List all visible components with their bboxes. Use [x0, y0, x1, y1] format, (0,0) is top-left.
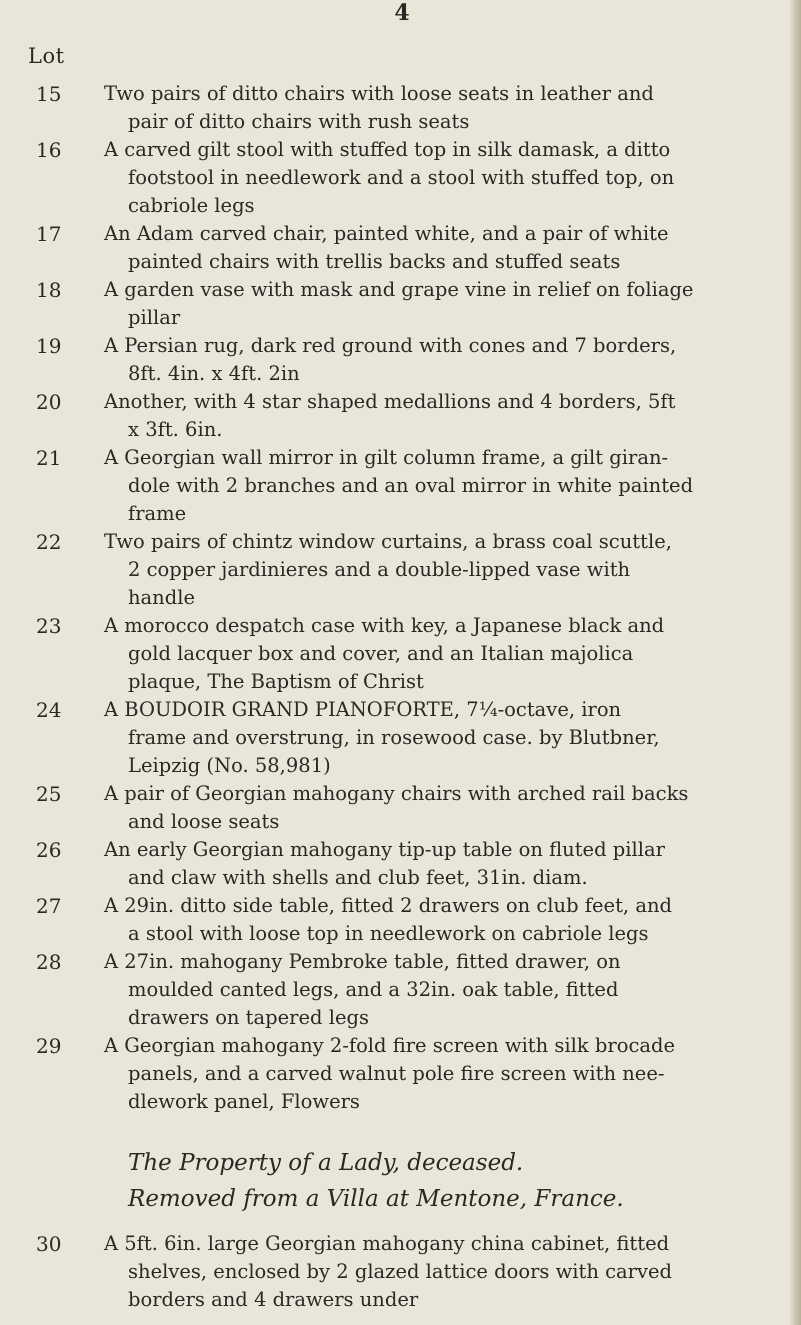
lot-description-line: A garden vase with mask and grape vine in relief on foliage [104, 278, 694, 301]
lot-description-line: handle [128, 586, 196, 609]
lot-description-line: Two pairs of ditto chairs with loose seats in leather and [104, 82, 654, 105]
lot-description-line: Two pairs of chintz window curtains, a brass coal scuttle, [104, 530, 672, 553]
lot-number: 15 [36, 82, 62, 106]
lot-number: 20 [36, 390, 62, 414]
lot-description-line: dole with 2 branches and an oval mirror in white painted [128, 474, 694, 497]
lot-description [104, 780, 744, 836]
estate-heading-title: The Property of a Lady, deceased. [128, 1150, 524, 1176]
lot-number: 29 [36, 1034, 62, 1058]
lot-description [104, 948, 744, 1032]
lot-description-line: dlework panel, Flowers [128, 1090, 360, 1113]
lot-description [104, 276, 744, 332]
lot-description-line: A Georgian wall mirror in gilt column frame, a gilt giran- [104, 446, 669, 469]
lot-description-line: gold lacquer box and cover, and an Italian majolica [128, 642, 634, 665]
lot-description [104, 892, 744, 948]
lot-description-line: drawers on tapered legs [128, 1006, 369, 1029]
lot-description-line: cabriole legs [128, 194, 255, 217]
lot-description [104, 1230, 744, 1314]
lot-description-line: 2 copper jardinieres and a double-lipped vase with [128, 558, 631, 581]
lot-description-line: Leipzig (No. 58,981) [128, 754, 331, 777]
lot-description-line: frame [128, 502, 187, 525]
lot-number: 25 [36, 782, 62, 806]
lot-description-line: A pair of Georgian mahogany chairs with arched rail backs [104, 782, 689, 805]
lot-number: 19 [36, 334, 62, 358]
lot-description-line: shelves, enclosed by 2 glazed lattice doors with carved [128, 1260, 673, 1283]
lot-description [104, 136, 744, 220]
lot-description-line: pair of ditto chairs with rush seats [128, 110, 470, 133]
lot-number: 23 [36, 614, 62, 638]
lot-number: 18 [36, 278, 62, 302]
lot-description-line: a stool with loose top in needlework on cabriole legs [128, 922, 649, 945]
lot-number: 30 [36, 1232, 62, 1256]
lot-column-header: Lot [28, 44, 65, 68]
lot-description [104, 612, 744, 696]
lot-description-line: 8ft. 4in. x 4ft. 2in [128, 362, 300, 385]
lot-description-line: moulded canted legs, and a 32in. oak table, fitted [128, 978, 619, 1001]
lot-number: 28 [36, 950, 62, 974]
lot-description [104, 444, 744, 528]
lot-description-line: A BOUDOIR GRAND PIANOFORTE, 7¼-octave, iron [104, 698, 622, 721]
lot-description [104, 696, 744, 780]
lot-description-line: x 3ft. 6in. [128, 418, 223, 441]
lot-description [104, 388, 744, 444]
lot-description-line: pillar [128, 306, 181, 329]
lot-number: 16 [36, 138, 62, 162]
lot-description [104, 528, 744, 612]
lot-description [104, 80, 744, 136]
lot-description-line: Another, with 4 star shaped medallions and 4 borders, 5ft [104, 390, 676, 413]
lot-description-line: A morocco despatch case with key, a Japanese black and [104, 614, 665, 637]
lot-description-line: panels, and a carved walnut pole fire screen with nee- [128, 1062, 665, 1085]
lot-description [104, 220, 744, 276]
lot-description-line: A 5ft. 6in. large Georgian mahogany china cabinet, fitted [104, 1232, 670, 1255]
lot-number: 26 [36, 838, 62, 862]
lot-description-line: A Persian rug, dark red ground with cones and 7 borders, [104, 334, 677, 357]
lot-number: 27 [36, 894, 62, 918]
lot-description-line: plaque, The Baptism of Christ [128, 670, 424, 693]
lot-description-line: footstool in needlework and a stool with stuffed top, on [128, 166, 675, 189]
lot-number: 24 [36, 698, 62, 722]
lot-description-line: borders and 4 drawers under [128, 1288, 419, 1311]
lot-description [104, 1032, 744, 1116]
lot-description-line: and claw with shells and club feet, 31in. diam. [128, 866, 588, 889]
lot-number: 17 [36, 222, 62, 246]
lot-description-line: An early Georgian mahogany tip-up table on fluted pillar [104, 838, 665, 861]
lot-description-line: frame and overstrung, in rosewood case. by Blutbner, [128, 726, 660, 749]
lot-description-line: painted chairs with trellis backs and stuffed seats [128, 250, 621, 273]
page-edge-shadow [789, 0, 801, 1325]
page-number: 4 [394, 0, 410, 26]
lot-description-line: and loose seats [128, 810, 280, 833]
lot-number: 22 [36, 530, 62, 554]
lot-number: 21 [36, 446, 62, 470]
lot-description [104, 836, 744, 892]
lot-description-line: A 29in. ditto side table, fitted 2 drawers on club feet, and [104, 894, 672, 917]
lot-description-line: A carved gilt stool with stuffed top in silk damask, a ditto [104, 138, 671, 161]
estate-heading-subtitle: Removed from a Villa at Mentone, France. [128, 1186, 624, 1212]
lot-description [104, 332, 744, 388]
lot-description-line: A Georgian mahogany 2-fold fire screen with silk brocade [104, 1034, 676, 1057]
lot-description-line: A 27in. mahogany Pembroke table, fitted drawer, on [104, 950, 621, 973]
lot-description-line: An Adam carved chair, painted white, and a pair of white [104, 222, 669, 245]
